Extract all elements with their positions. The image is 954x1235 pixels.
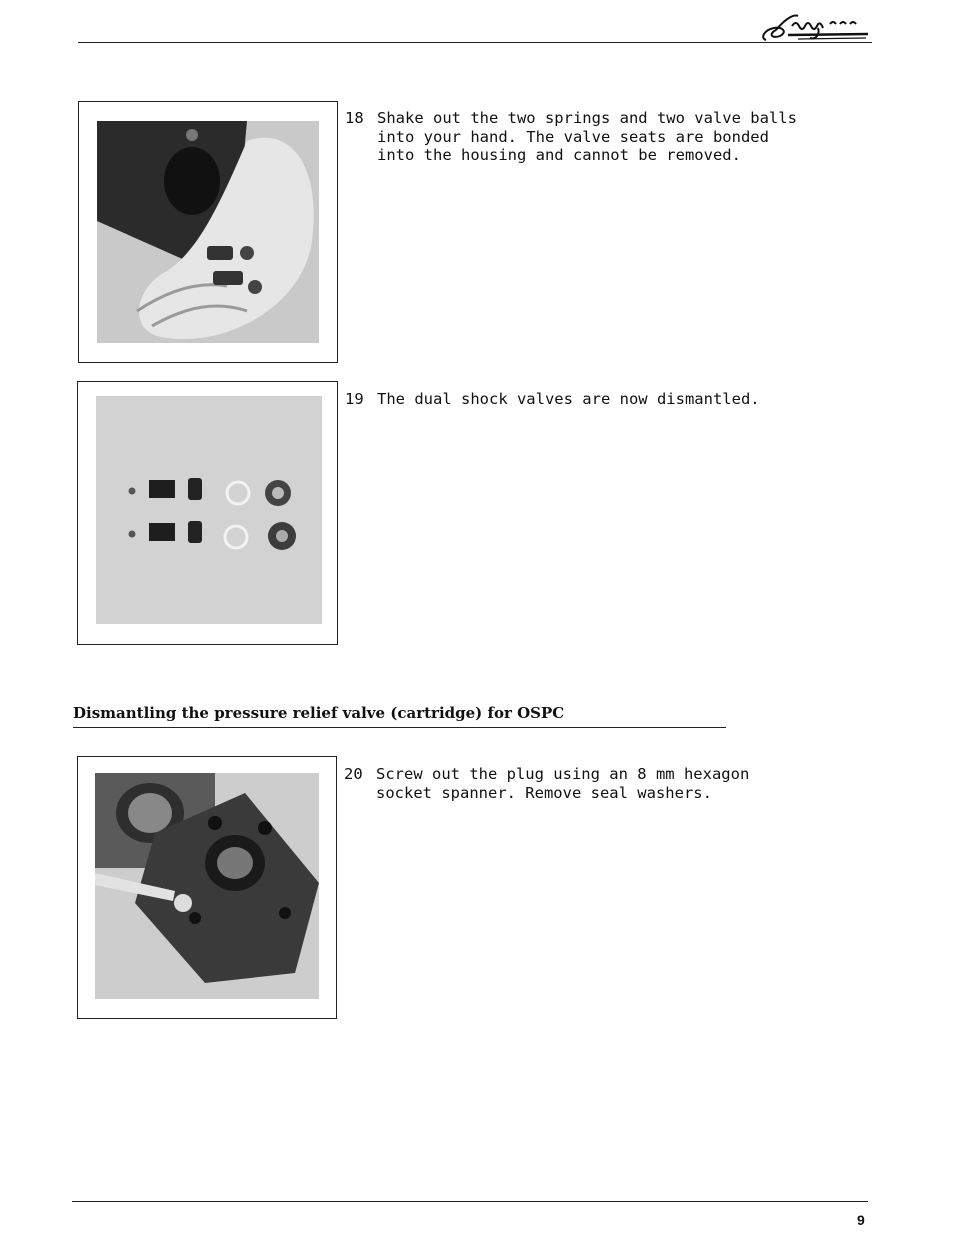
section-heading-underline xyxy=(73,727,726,728)
section-heading: Dismantling the pressure relief valve (cartridge) for OSPC xyxy=(73,704,565,722)
step-19 xyxy=(345,390,760,409)
step-20 xyxy=(344,765,749,802)
brand-logo-icon xyxy=(758,8,870,42)
header-rule xyxy=(78,42,872,43)
step-text-line: The dual shock valves are now dismantled. xyxy=(377,390,760,408)
step-18 xyxy=(345,109,797,165)
step-text-line: Screw out the plug using an 8 mm hexagon xyxy=(376,765,750,783)
step-text-line: Shake out the two springs and two valve balls xyxy=(377,109,797,127)
photo-springs-in-hand xyxy=(97,121,319,343)
step-number: 18 xyxy=(345,109,364,127)
step-text-line: into the housing and cannot be removed. xyxy=(377,146,741,164)
step-number: 19 xyxy=(345,390,364,408)
footer-rule xyxy=(72,1201,868,1202)
step-text-line: into your hand. The valve seats are bonded xyxy=(377,127,769,146)
page-number: 9 xyxy=(857,1212,865,1228)
step-text-line: socket spanner. Remove seal washers. xyxy=(376,783,712,802)
photo-screwing-out-plug xyxy=(95,773,319,999)
step-number: 20 xyxy=(344,765,363,783)
photo-dismantled-shock-valves xyxy=(96,396,322,624)
